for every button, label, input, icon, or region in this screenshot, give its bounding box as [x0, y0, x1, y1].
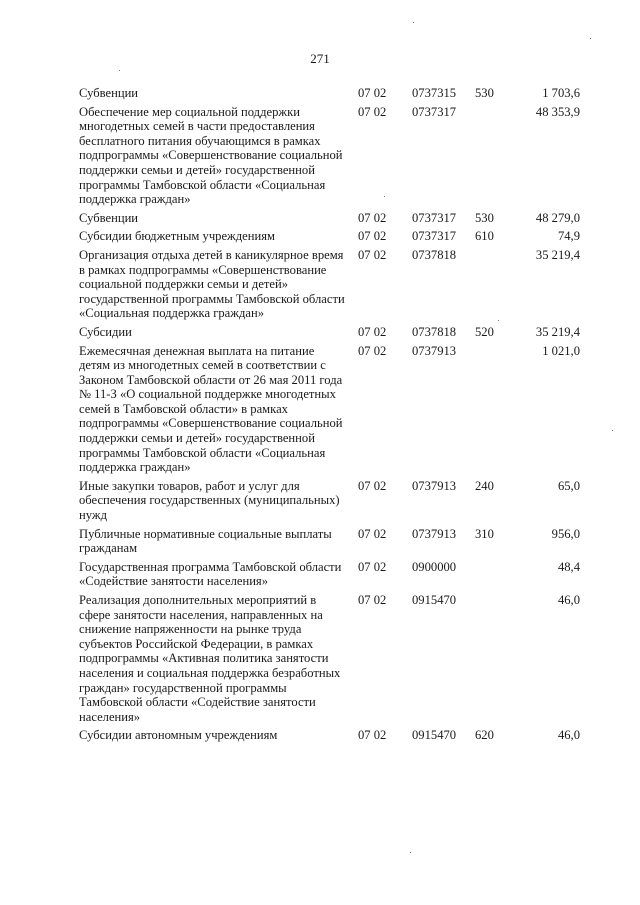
row-sum: 48 353,9	[535, 104, 580, 119]
row-expense-type: 240	[475, 478, 494, 493]
scan-speck	[612, 430, 613, 431]
row-description: Субвенции	[79, 210, 139, 225]
row-program: 0737818	[412, 247, 457, 262]
row-description: Организация отдыха детей в каникулярное время в рамках подпрограммы «Совершенствование социальной поддержки семьи и детей» государственной программы Тамбовской области «Социальная поддержка граждан»	[79, 247, 345, 321]
table-row	[0, 211, 640, 226]
row-description: Ежемесячная денежная выплата на питание детям из многодетных семей в соответствии с Законом Тамбовской области от 26 мая 2011 года № 11-З «О социальной поддержке многодетных семей в Тамбовской области» в рамках подпрограммы «Совершенствование социальной поддержки семьи и детей» государственной программы Тамбовской области «Социальная поддержка граждан»	[79, 343, 343, 475]
row-description: Государственная программа Тамбовской области «Содействие занятости населения»	[79, 559, 342, 589]
row-expense-type: 620	[475, 728, 494, 743]
scan-speck	[119, 70, 120, 71]
table-row	[0, 325, 640, 340]
row-section: 07 02	[358, 210, 387, 225]
row-sum: 48 279,0	[535, 210, 580, 225]
row-section: 07 02	[358, 559, 387, 574]
row-section: 07 02	[358, 343, 387, 358]
row-sum: 35 219,4	[535, 247, 580, 262]
scan-speck	[413, 22, 414, 23]
row-program: 0737317	[412, 104, 457, 119]
row-program: 0915470	[412, 728, 457, 743]
row-sum: 956,0	[551, 526, 580, 541]
row-program: 0737913	[412, 478, 457, 493]
row-sum: 1 703,6	[542, 86, 580, 100]
table-row	[0, 344, 640, 475]
row-program: 0737317	[412, 210, 457, 225]
row-section: 07 02	[358, 526, 387, 541]
scan-speck	[384, 196, 385, 197]
page-number: 271	[310, 51, 330, 66]
row-description: Публичные нормативные социальные выплаты гражданам	[79, 526, 332, 556]
table-row	[0, 229, 640, 244]
row-expense-type: 310	[475, 526, 494, 541]
row-program: 0737315	[412, 86, 457, 100]
row-sum: 46,0	[557, 593, 580, 607]
table-row	[0, 728, 640, 743]
row-program: 0737818	[412, 324, 457, 339]
row-description: Субсидии бюджетным учреждениям	[79, 229, 275, 244]
table-row	[0, 560, 640, 589]
row-section: 07 02	[358, 728, 387, 743]
row-program: 0915470	[412, 593, 457, 607]
table-row	[0, 527, 640, 556]
table-row	[0, 593, 640, 724]
row-section: 07 02	[358, 478, 387, 493]
row-description: Иные закупки товаров, работ и услуг для обеспечения государственных (муниципальных) нужд	[79, 478, 340, 523]
scan-speck	[590, 38, 591, 39]
row-program: 0737913	[412, 343, 457, 358]
table-row	[0, 248, 640, 321]
row-section: 07 02	[358, 324, 387, 339]
row-section: 07 02	[358, 104, 387, 119]
table-row	[0, 86, 640, 101]
row-expense-type: 530	[475, 210, 494, 225]
row-section: 07 02	[358, 86, 387, 100]
row-sum: 65,0	[557, 478, 580, 493]
row-sum: 1 021,0	[542, 343, 580, 358]
row-expense-type: 520	[475, 324, 494, 339]
table-row	[0, 479, 640, 523]
row-program: 0737317	[412, 229, 457, 244]
row-expense-type: 610	[475, 229, 494, 244]
row-section: 07 02	[358, 593, 387, 607]
row-sum: 48,4	[557, 559, 580, 574]
row-section: 07 02	[358, 229, 387, 244]
table-row	[0, 105, 640, 207]
row-description: Реализация дополнительных мероприятий в сфере занятости населения, направленных на снижение напряженности на рынке труда субъектов Российской Федерации, в рамках подпрограммы «Активная политика занятости населения и социальная поддержка безработных граждан» государственной программы Тамбовской области «Содействие занятости населения»	[79, 593, 341, 724]
row-section: 07 02	[358, 247, 387, 262]
row-description: Субсидии	[79, 324, 132, 339]
scan-speck	[410, 852, 411, 853]
row-description: Обеспечение мер социальной поддержки многодетных семей в части предоставления бесплатного питания обучающимся в рамках подпрограммы «Совершенствование социальной поддержки семьи и детей» государственной программы Тамбовской области «Социальная поддержка граждан»	[79, 104, 343, 207]
row-sum: 35 219,4	[535, 324, 580, 339]
row-description: Субсидии автономным учреждениям	[79, 728, 278, 743]
row-sum: 74,9	[557, 229, 580, 244]
row-program: 0737913	[412, 526, 457, 541]
row-description: Субвенции	[79, 86, 139, 100]
row-expense-type: 530	[475, 86, 494, 100]
row-program: 0900000	[412, 559, 457, 574]
budget-table	[0, 86, 640, 747]
scan-speck	[498, 320, 499, 321]
row-sum: 46,0	[557, 728, 580, 743]
